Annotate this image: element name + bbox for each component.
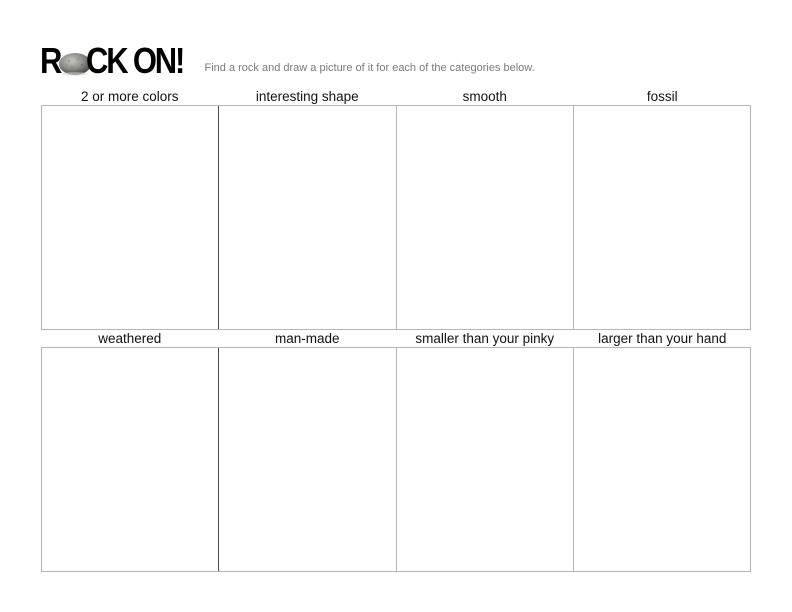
drawing-box xyxy=(574,348,750,571)
category-label: smaller than your pinky xyxy=(415,331,555,346)
instructions-text: Find a rock and draw a picture of it for each of the categories below. xyxy=(204,62,535,74)
category-label: larger than your hand xyxy=(598,331,727,346)
drawing-box xyxy=(42,106,219,329)
category-label: fossil xyxy=(646,89,678,104)
drawing-boxes-row-1 xyxy=(41,105,751,330)
category-label: smooth xyxy=(462,89,507,104)
category-label: weathered xyxy=(98,331,162,346)
drawing-box xyxy=(42,348,219,571)
category-labels-row-1 xyxy=(41,88,751,105)
rock-on-logo xyxy=(40,38,199,81)
category-labels-row-2 xyxy=(41,330,751,347)
logo-text-ck-on: CK ON! xyxy=(85,40,183,81)
drawing-box xyxy=(219,106,396,329)
page-header xyxy=(40,38,535,81)
category-label: 2 or more colors xyxy=(80,89,179,104)
drawing-boxes-row-2 xyxy=(41,347,751,572)
drawing-box xyxy=(397,348,574,571)
drawing-box xyxy=(397,106,574,329)
category-label: interesting shape xyxy=(255,89,359,104)
category-row-1 xyxy=(41,88,751,330)
logo-letter-r: R xyxy=(40,40,61,81)
drawing-box xyxy=(574,106,750,329)
category-row-2 xyxy=(41,330,751,572)
drawing-box xyxy=(219,348,396,571)
category-label: man-made xyxy=(274,331,340,346)
